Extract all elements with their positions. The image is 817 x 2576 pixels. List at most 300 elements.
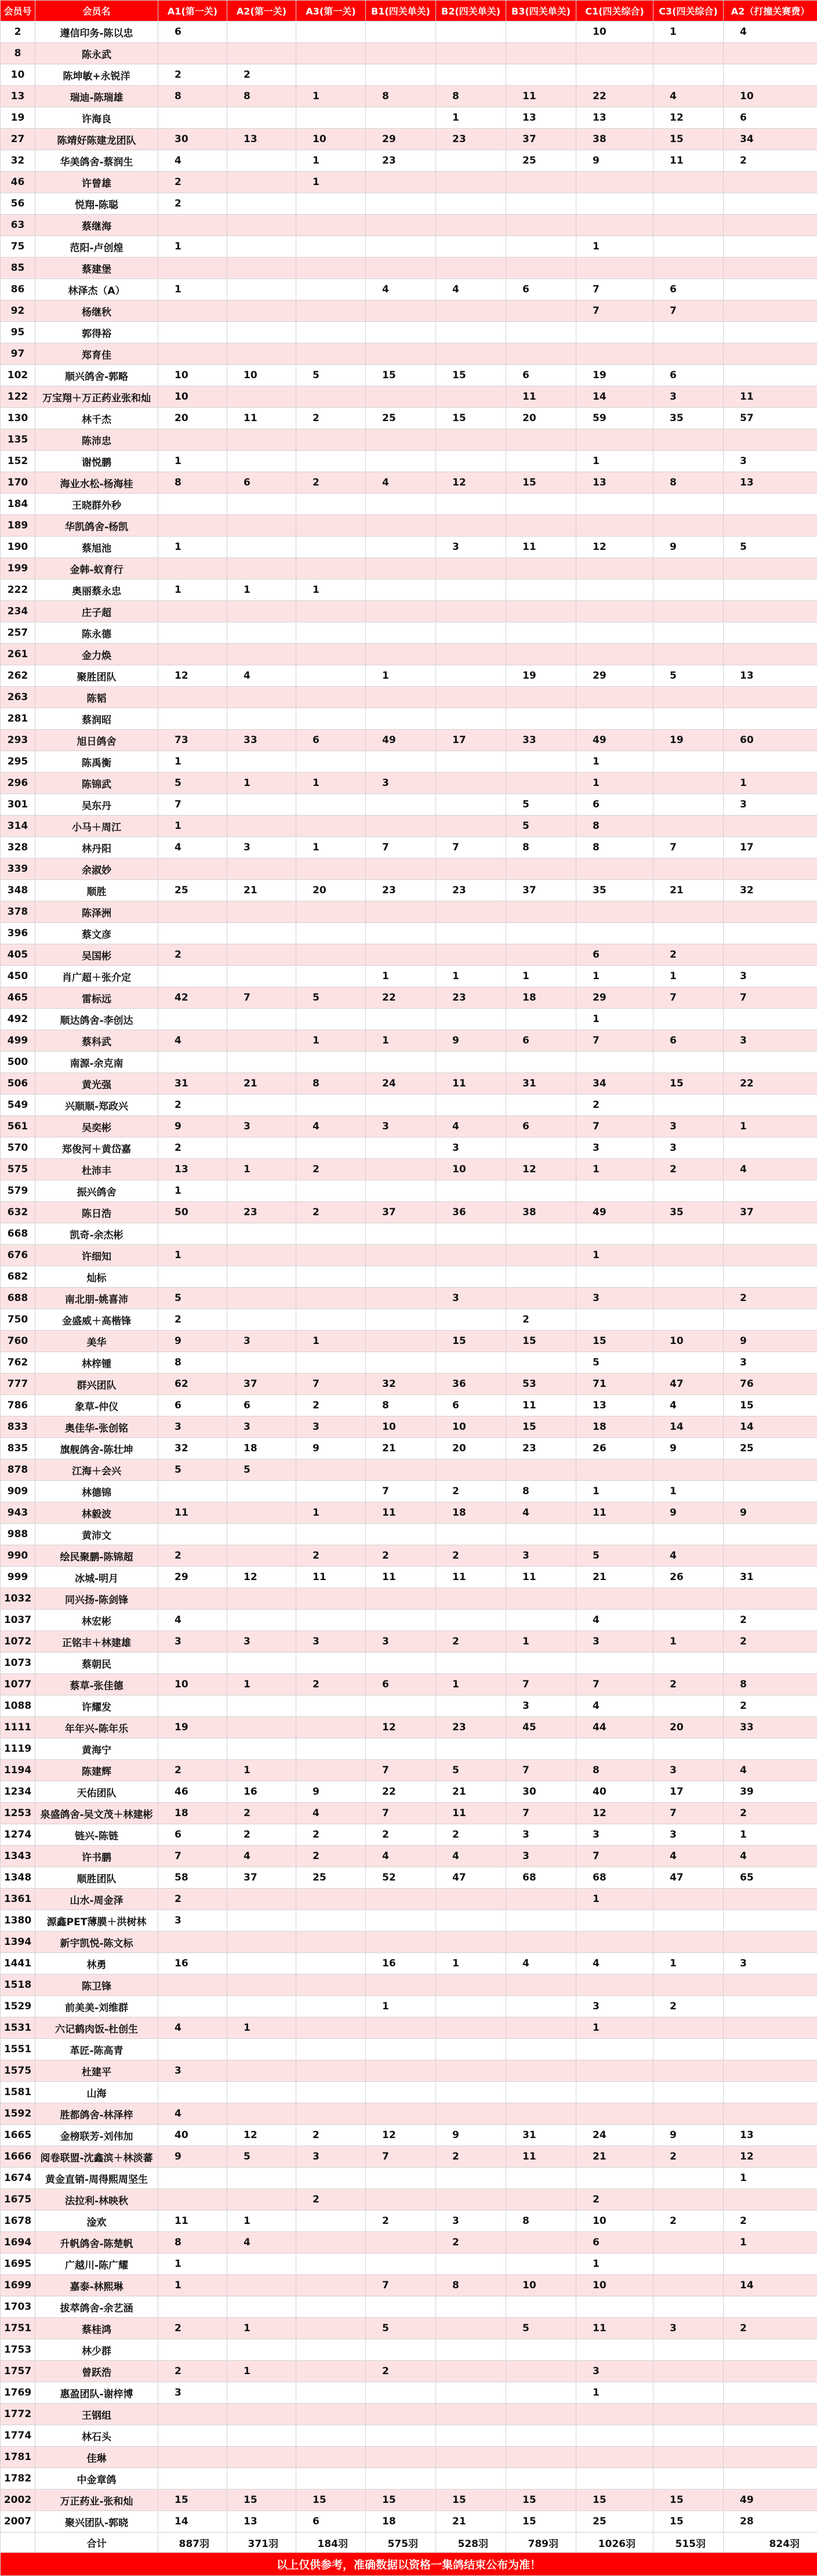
count-cell bbox=[366, 1588, 436, 1610]
count-cell: 7 bbox=[576, 1030, 653, 1052]
count-cell bbox=[227, 21, 296, 43]
count-cell: 4 bbox=[653, 1846, 724, 1867]
total-cell: 184羽 bbox=[296, 2532, 366, 2553]
count-cell: 14 bbox=[653, 1416, 724, 1438]
member-name-cell: 庄子超 bbox=[35, 601, 158, 622]
count-cell bbox=[576, 1588, 653, 1610]
count-cell: 1 bbox=[436, 1674, 506, 1695]
count-cell bbox=[296, 1524, 366, 1545]
member-name-cell: 陈卫锋 bbox=[35, 1974, 158, 1996]
count-cell bbox=[227, 1245, 296, 1266]
count-cell bbox=[653, 601, 724, 622]
total-cell: 1026羽 bbox=[576, 2532, 653, 2553]
count-cell: 3 bbox=[576, 1631, 653, 1653]
count-cell bbox=[296, 1695, 366, 1717]
count-cell: 1 bbox=[436, 107, 506, 129]
count-cell bbox=[296, 2039, 366, 2060]
count-cell bbox=[436, 1095, 506, 1116]
count-cell bbox=[506, 773, 576, 794]
table-row bbox=[1, 1202, 817, 1223]
count-cell: 33 bbox=[724, 1717, 817, 1738]
table-row bbox=[1, 386, 817, 408]
count-cell bbox=[653, 1245, 724, 1266]
count-cell: 14 bbox=[724, 2275, 817, 2296]
count-cell: 11 bbox=[724, 386, 817, 408]
table-row bbox=[1, 1438, 817, 1459]
table-row bbox=[1, 2490, 817, 2511]
member-id-cell: 2002 bbox=[1, 2490, 35, 2511]
count-cell bbox=[296, 1996, 366, 2017]
count-cell bbox=[653, 2361, 724, 2382]
member-name-cell: 陈靖好陈建龙团队 bbox=[35, 129, 158, 150]
count-cell bbox=[366, 1223, 436, 1245]
count-cell: 1 bbox=[366, 1996, 436, 2017]
count-cell bbox=[724, 1309, 817, 1331]
count-cell bbox=[653, 2232, 724, 2253]
count-cell bbox=[576, 558, 653, 579]
count-cell bbox=[724, 494, 817, 515]
count-cell: 2 bbox=[296, 1846, 366, 1867]
count-cell bbox=[576, 193, 653, 215]
count-cell bbox=[724, 1738, 817, 1760]
count-cell: 2 bbox=[506, 1309, 576, 1331]
count-cell: 8 bbox=[296, 1073, 366, 1095]
count-cell: 3 bbox=[724, 451, 817, 472]
count-cell: 6 bbox=[653, 279, 724, 300]
count-cell: 11 bbox=[506, 537, 576, 558]
count-cell: 5 bbox=[158, 773, 227, 794]
count-cell: 2 bbox=[158, 64, 227, 86]
count-cell: 1 bbox=[653, 1481, 724, 1502]
member-name-cell: 佳琳 bbox=[35, 2447, 158, 2468]
count-cell: 2 bbox=[653, 944, 724, 966]
count-cell: 2 bbox=[158, 1309, 227, 1331]
count-cell bbox=[366, 494, 436, 515]
column-header: B1(四关单关) bbox=[366, 1, 436, 21]
count-cell bbox=[227, 2253, 296, 2275]
table-row bbox=[1, 1846, 817, 1867]
count-cell bbox=[366, 601, 436, 622]
count-cell: 31 bbox=[724, 1567, 817, 1588]
member-id-cell: 1343 bbox=[1, 1846, 35, 1867]
count-cell: 7 bbox=[366, 1803, 436, 1824]
count-cell bbox=[506, 2382, 576, 2404]
count-cell bbox=[366, 2103, 436, 2125]
member-name-cell: 杜建平 bbox=[35, 2060, 158, 2082]
count-cell bbox=[366, 2468, 436, 2490]
count-cell bbox=[227, 451, 296, 472]
count-cell: 16 bbox=[227, 1781, 296, 1803]
count-cell: 2 bbox=[158, 172, 227, 193]
member-name-cell: 林勇 bbox=[35, 1953, 158, 1974]
count-cell: 1 bbox=[724, 1824, 817, 1846]
count-cell bbox=[506, 429, 576, 451]
member-name-cell: 年年兴-陈年乐 bbox=[35, 1717, 158, 1738]
count-cell: 22 bbox=[366, 1781, 436, 1803]
count-cell: 19 bbox=[158, 1717, 227, 1738]
member-name-cell: 雷标远 bbox=[35, 987, 158, 1009]
member-name-cell: 顺胜 bbox=[35, 880, 158, 901]
count-cell bbox=[366, 751, 436, 773]
count-cell bbox=[296, 300, 366, 322]
count-cell bbox=[724, 579, 817, 601]
count-cell: 2 bbox=[724, 2318, 817, 2339]
member-id-cell: 190 bbox=[1, 537, 35, 558]
member-id-cell: 786 bbox=[1, 1395, 35, 1416]
table-row bbox=[1, 2125, 817, 2146]
count-cell bbox=[436, 64, 506, 86]
count-cell: 40 bbox=[158, 2125, 227, 2146]
member-id-cell: 1077 bbox=[1, 1674, 35, 1695]
count-cell bbox=[576, 2082, 653, 2103]
table-row bbox=[1, 322, 817, 343]
count-cell bbox=[724, 279, 817, 300]
count-cell: 7 bbox=[653, 987, 724, 1009]
count-cell: 2 bbox=[653, 1159, 724, 1180]
count-cell bbox=[227, 1932, 296, 1953]
count-cell bbox=[506, 1889, 576, 1910]
count-cell bbox=[158, 2339, 227, 2361]
count-cell bbox=[158, 107, 227, 129]
count-cell: 12 bbox=[436, 472, 506, 494]
count-cell bbox=[653, 64, 724, 86]
count-cell bbox=[506, 1932, 576, 1953]
count-cell bbox=[227, 601, 296, 622]
table-row bbox=[1, 472, 817, 494]
member-id-cell: 1111 bbox=[1, 1717, 35, 1738]
count-cell: 53 bbox=[506, 1374, 576, 1395]
count-cell bbox=[653, 2253, 724, 2275]
count-cell bbox=[724, 1180, 817, 1202]
count-cell bbox=[506, 1245, 576, 1266]
count-cell: 11 bbox=[158, 1502, 227, 1524]
count-cell: 9 bbox=[436, 2125, 506, 2146]
count-cell bbox=[296, 2017, 366, 2039]
count-cell: 2 bbox=[366, 2361, 436, 2382]
count-cell: 9 bbox=[724, 1331, 817, 1352]
table-row bbox=[1, 1030, 817, 1052]
count-cell bbox=[296, 537, 366, 558]
count-cell bbox=[653, 1932, 724, 1953]
count-cell: 2 bbox=[436, 2232, 506, 2253]
count-cell: 3 bbox=[724, 794, 817, 816]
count-cell: 4 bbox=[296, 1116, 366, 1137]
count-cell bbox=[227, 2339, 296, 2361]
member-id-cell: 1674 bbox=[1, 2168, 35, 2189]
count-cell: 6 bbox=[506, 279, 576, 300]
count-cell: 3 bbox=[653, 1116, 724, 1137]
count-cell bbox=[576, 1974, 653, 1996]
count-cell bbox=[296, 2168, 366, 2189]
count-cell bbox=[653, 258, 724, 279]
count-cell bbox=[158, 2039, 227, 2060]
count-cell: 11 bbox=[296, 1567, 366, 1588]
count-cell: 3 bbox=[576, 1137, 653, 1159]
count-cell: 2 bbox=[296, 2189, 366, 2211]
count-cell bbox=[227, 322, 296, 343]
table-row bbox=[1, 215, 817, 236]
count-cell: 10 bbox=[366, 1416, 436, 1438]
count-cell: 13 bbox=[576, 107, 653, 129]
count-cell bbox=[227, 1502, 296, 1524]
count-cell bbox=[296, 2253, 366, 2275]
count-cell: 2 bbox=[158, 944, 227, 966]
count-cell: 16 bbox=[366, 1953, 436, 1974]
count-cell bbox=[506, 708, 576, 730]
count-cell: 1 bbox=[158, 2275, 227, 2296]
count-cell bbox=[436, 2082, 506, 2103]
count-cell: 1 bbox=[576, 2017, 653, 2039]
count-cell bbox=[724, 1245, 817, 1266]
count-cell bbox=[158, 300, 227, 322]
member-id-cell: 668 bbox=[1, 1223, 35, 1245]
member-name-cell: 同兴扬-陈剑锋 bbox=[35, 1588, 158, 1610]
count-cell: 25 bbox=[576, 2511, 653, 2532]
count-cell: 15 bbox=[724, 1395, 817, 1416]
member-name-cell: 陈坤敏+永锐洋 bbox=[35, 64, 158, 86]
table-row bbox=[1, 429, 817, 451]
count-cell bbox=[227, 2060, 296, 2082]
count-cell bbox=[366, 1695, 436, 1717]
count-cell: 1 bbox=[576, 236, 653, 258]
count-cell bbox=[436, 1223, 506, 1245]
count-cell bbox=[436, 1009, 506, 1030]
count-cell bbox=[158, 343, 227, 365]
count-cell bbox=[506, 1052, 576, 1073]
member-id-cell: 999 bbox=[1, 1567, 35, 1588]
count-cell: 15 bbox=[506, 472, 576, 494]
count-cell bbox=[506, 901, 576, 923]
member-name-cell: 吴国彬 bbox=[35, 944, 158, 966]
count-cell bbox=[158, 622, 227, 644]
count-cell: 1 bbox=[653, 21, 724, 43]
count-cell: 5 bbox=[653, 665, 724, 687]
table-row bbox=[1, 1009, 817, 1030]
member-id-cell: 263 bbox=[1, 687, 35, 708]
count-cell bbox=[653, 923, 724, 944]
count-cell: 21 bbox=[436, 1781, 506, 1803]
count-cell: 10 bbox=[506, 2275, 576, 2296]
member-id-cell: 1751 bbox=[1, 2318, 35, 2339]
count-cell bbox=[436, 1245, 506, 1266]
member-id-cell: 1581 bbox=[1, 2082, 35, 2103]
total-row bbox=[1, 2532, 817, 2553]
count-cell: 3 bbox=[576, 1996, 653, 2017]
count-cell: 9 bbox=[653, 1438, 724, 1459]
member-name-cell: 顺胜团队 bbox=[35, 1867, 158, 1889]
count-cell: 16 bbox=[158, 1953, 227, 1974]
count-cell: 6 bbox=[296, 730, 366, 751]
count-cell: 15 bbox=[436, 2490, 506, 2511]
table-row bbox=[1, 300, 817, 322]
count-cell: 3 bbox=[227, 837, 296, 858]
table-row bbox=[1, 1288, 817, 1309]
count-cell bbox=[724, 601, 817, 622]
table-row bbox=[1, 1781, 817, 1803]
count-cell bbox=[158, 1481, 227, 1502]
member-id-cell: 1575 bbox=[1, 2060, 35, 2082]
table-row bbox=[1, 1910, 817, 1932]
member-id-cell: 1774 bbox=[1, 2425, 35, 2447]
count-cell: 7 bbox=[436, 837, 506, 858]
member-name-cell: 前美美-刘维群 bbox=[35, 1996, 158, 2017]
count-cell: 4 bbox=[227, 1846, 296, 1867]
count-cell bbox=[436, 644, 506, 665]
count-cell: 3 bbox=[158, 2060, 227, 2082]
member-name-cell: 万宝翔＋万正药业张和灿 bbox=[35, 386, 158, 408]
count-cell: 1 bbox=[227, 1760, 296, 1781]
count-cell bbox=[296, 644, 366, 665]
member-name-cell: 许书鹏 bbox=[35, 1846, 158, 1867]
count-cell bbox=[366, 579, 436, 601]
count-cell: 5 bbox=[506, 816, 576, 837]
count-cell: 19 bbox=[576, 365, 653, 386]
member-id-cell: 1769 bbox=[1, 2382, 35, 2404]
member-id-cell: 19 bbox=[1, 107, 35, 129]
total-cell: 789羽 bbox=[506, 2532, 576, 2553]
count-cell bbox=[724, 816, 817, 837]
count-cell: 1 bbox=[366, 665, 436, 687]
count-cell bbox=[724, 193, 817, 215]
count-cell bbox=[653, 1524, 724, 1545]
count-cell bbox=[296, 1095, 366, 1116]
count-cell bbox=[653, 558, 724, 579]
member-name-cell: 旭日鸽舍 bbox=[35, 730, 158, 751]
count-cell bbox=[576, 1459, 653, 1481]
member-name-cell: 华美鸽舍-蔡润生 bbox=[35, 150, 158, 172]
table-row bbox=[1, 64, 817, 86]
count-cell bbox=[158, 1266, 227, 1288]
count-cell: 3 bbox=[576, 2361, 653, 2382]
count-cell: 5 bbox=[506, 2318, 576, 2339]
member-name-cell: 黄金直销-周得熙周坚生 bbox=[35, 2168, 158, 2189]
count-cell bbox=[227, 944, 296, 966]
count-cell bbox=[366, 1932, 436, 1953]
count-cell bbox=[506, 1095, 576, 1116]
table-row bbox=[1, 1760, 817, 1781]
count-cell: 2 bbox=[158, 1095, 227, 1116]
member-id-cell: 943 bbox=[1, 1502, 35, 1524]
count-cell: 40 bbox=[576, 1781, 653, 1803]
count-cell: 3 bbox=[506, 1695, 576, 1717]
count-cell bbox=[227, 1095, 296, 1116]
count-cell: 12 bbox=[366, 2125, 436, 2146]
count-cell bbox=[724, 172, 817, 193]
count-cell: 14 bbox=[576, 386, 653, 408]
count-cell: 2 bbox=[724, 2211, 817, 2232]
count-cell bbox=[158, 515, 227, 537]
count-cell bbox=[296, 1309, 366, 1331]
count-cell bbox=[436, 1610, 506, 1631]
table-row bbox=[1, 794, 817, 816]
count-cell bbox=[653, 2447, 724, 2468]
count-cell: 7 bbox=[724, 987, 817, 1009]
count-cell bbox=[653, 2425, 724, 2447]
count-cell bbox=[227, 1610, 296, 1631]
count-cell: 2 bbox=[576, 2189, 653, 2211]
member-name-cell: 拔萃鸽舍-余艺涵 bbox=[35, 2296, 158, 2318]
member-id-cell: 1592 bbox=[1, 2103, 35, 2125]
count-cell: 1 bbox=[436, 966, 506, 987]
count-cell: 3 bbox=[158, 1910, 227, 1932]
count-cell bbox=[653, 1052, 724, 1073]
count-cell bbox=[506, 236, 576, 258]
count-cell bbox=[653, 2168, 724, 2189]
member-id-cell: 1529 bbox=[1, 1996, 35, 2017]
count-cell: 8 bbox=[366, 86, 436, 107]
member-id-cell: 561 bbox=[1, 1116, 35, 1137]
count-cell bbox=[227, 1996, 296, 2017]
count-cell: 7 bbox=[653, 837, 724, 858]
count-cell: 50 bbox=[158, 1202, 227, 1223]
count-cell bbox=[227, 236, 296, 258]
count-cell bbox=[576, 2039, 653, 2060]
count-cell bbox=[227, 794, 296, 816]
member-id-cell: 750 bbox=[1, 1309, 35, 1331]
count-cell bbox=[227, 901, 296, 923]
count-cell bbox=[158, 2447, 227, 2468]
member-id-cell: 75 bbox=[1, 236, 35, 258]
table-row bbox=[1, 2039, 817, 2060]
count-cell bbox=[653, 2082, 724, 2103]
count-cell bbox=[296, 622, 366, 644]
count-cell: 1 bbox=[158, 2253, 227, 2275]
count-cell bbox=[296, 1610, 366, 1631]
member-name-cell: 林丹阳 bbox=[35, 837, 158, 858]
count-cell bbox=[506, 687, 576, 708]
count-cell bbox=[366, 172, 436, 193]
count-cell bbox=[653, 687, 724, 708]
count-cell bbox=[506, 2361, 576, 2382]
count-cell bbox=[506, 2103, 576, 2125]
count-cell: 6 bbox=[227, 472, 296, 494]
count-cell bbox=[436, 236, 506, 258]
count-cell bbox=[366, 1738, 436, 1760]
count-cell bbox=[576, 172, 653, 193]
count-cell: 3 bbox=[227, 1116, 296, 1137]
count-cell: 2 bbox=[366, 2211, 436, 2232]
member-name-cell: 南北朋-姚喜沛 bbox=[35, 1288, 158, 1309]
count-cell: 23 bbox=[366, 150, 436, 172]
member-name-cell: 法拉利-林映秋 bbox=[35, 2189, 158, 2211]
count-cell bbox=[576, 858, 653, 880]
count-cell bbox=[506, 172, 576, 193]
member-id-cell: 328 bbox=[1, 837, 35, 858]
count-cell: 2 bbox=[436, 2146, 506, 2168]
count-cell: 9 bbox=[653, 537, 724, 558]
count-cell bbox=[724, 2103, 817, 2125]
table-row bbox=[1, 1974, 817, 1996]
count-cell bbox=[296, 794, 366, 816]
count-cell bbox=[227, 2404, 296, 2425]
count-cell bbox=[436, 751, 506, 773]
count-cell bbox=[296, 515, 366, 537]
count-cell: 13 bbox=[576, 1395, 653, 1416]
count-cell: 32 bbox=[366, 1374, 436, 1395]
count-cell: 18 bbox=[366, 2511, 436, 2532]
count-cell bbox=[296, 1653, 366, 1674]
count-cell bbox=[227, 1545, 296, 1567]
count-cell: 7 bbox=[576, 300, 653, 322]
count-cell: 4 bbox=[436, 279, 506, 300]
count-cell bbox=[436, 451, 506, 472]
member-id-cell: 1772 bbox=[1, 2404, 35, 2425]
count-cell bbox=[506, 1974, 576, 1996]
member-id-cell: 1394 bbox=[1, 1932, 35, 1953]
count-cell bbox=[436, 494, 506, 515]
count-cell: 4 bbox=[436, 1846, 506, 1867]
count-cell bbox=[366, 687, 436, 708]
